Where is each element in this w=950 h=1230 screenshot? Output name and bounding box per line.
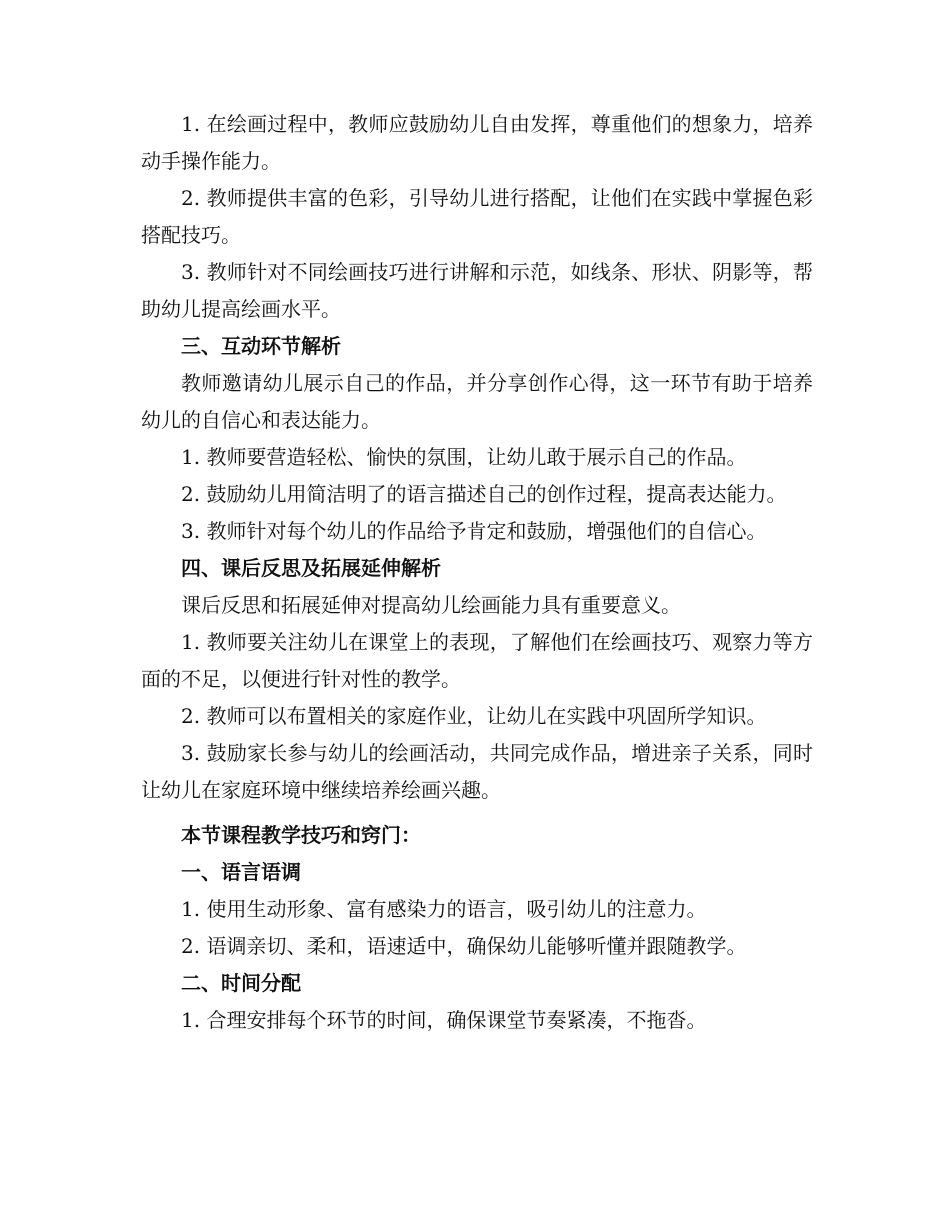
paragraph-item: 3. 教师针对不同绘画技巧进行讲解和示范，如线条、形状、阴影等，帮助幼儿提高绘画水平。: [141, 260, 813, 321]
paragraph-item: 3. 教师针对每个幼儿的作品给予肯定和鼓励，增强他们的自信心。: [181, 519, 767, 543]
paragraph-item: 1. 在绘画过程中，教师应鼓励幼儿自由发挥，尊重他们的想象力，培养动手操作能力。: [141, 112, 813, 173]
paragraph-item: 课后反思和拓展延伸对提高幼儿绘画能力具有重要意义。: [181, 593, 681, 617]
section-heading: 三、互动环节解析: [181, 334, 341, 358]
paragraph-item: 2. 鼓励幼儿用简洁明了的语言描述自己的创作过程，提高表达能力。: [181, 482, 787, 506]
section-heading: 一、语言语调: [181, 860, 301, 884]
paragraph-item: 1. 教师要营造轻松、愉快的氛围，让幼儿敢于展示自己的作品。: [181, 445, 747, 469]
section-heading: 四、课后反思及拓展延伸解析: [181, 556, 441, 580]
paragraph-item: 2. 教师提供丰富的色彩，引导幼儿进行搭配，让他们在实践中掌握色彩搭配技巧。: [141, 186, 813, 247]
paragraph-item: 2. 教师可以布置相关的家庭作业，让幼儿在实践中巩固所学知识。: [181, 704, 767, 728]
paragraph-item: 教师邀请幼儿展示自己的作品，并分享创作心得，这一环节有助于培养幼儿的自信心和表达能力。: [141, 371, 813, 432]
paragraph-item: 1. 使用生动形象、富有感染力的语言，吸引幼儿的注意力。: [181, 897, 707, 921]
paragraph-item: 1. 合理安排每个环节的时间，确保课堂节奏紧凑，不拖沓。: [181, 1008, 707, 1032]
paragraph-item: 3. 鼓励家长参与幼儿的绘画活动，共同完成作品，增进亲子关系，同时让幼儿在家庭环境中继续培养绘画兴趣。: [141, 741, 813, 802]
paragraph-item: 1. 教师要关注幼儿在课堂上的表现，了解他们在绘画技巧、观察力等方面的不足，以便进行针对性的教学。: [141, 630, 813, 691]
document-body: [141, 106, 813, 1039]
section-heading: 二、时间分配: [181, 971, 301, 995]
paragraph-item: 2. 语调亲切、柔和，语速适中，确保幼儿能够听懂并跟随教学。: [181, 934, 747, 958]
section-heading: 本节课程教学技巧和窍门：: [181, 823, 421, 847]
